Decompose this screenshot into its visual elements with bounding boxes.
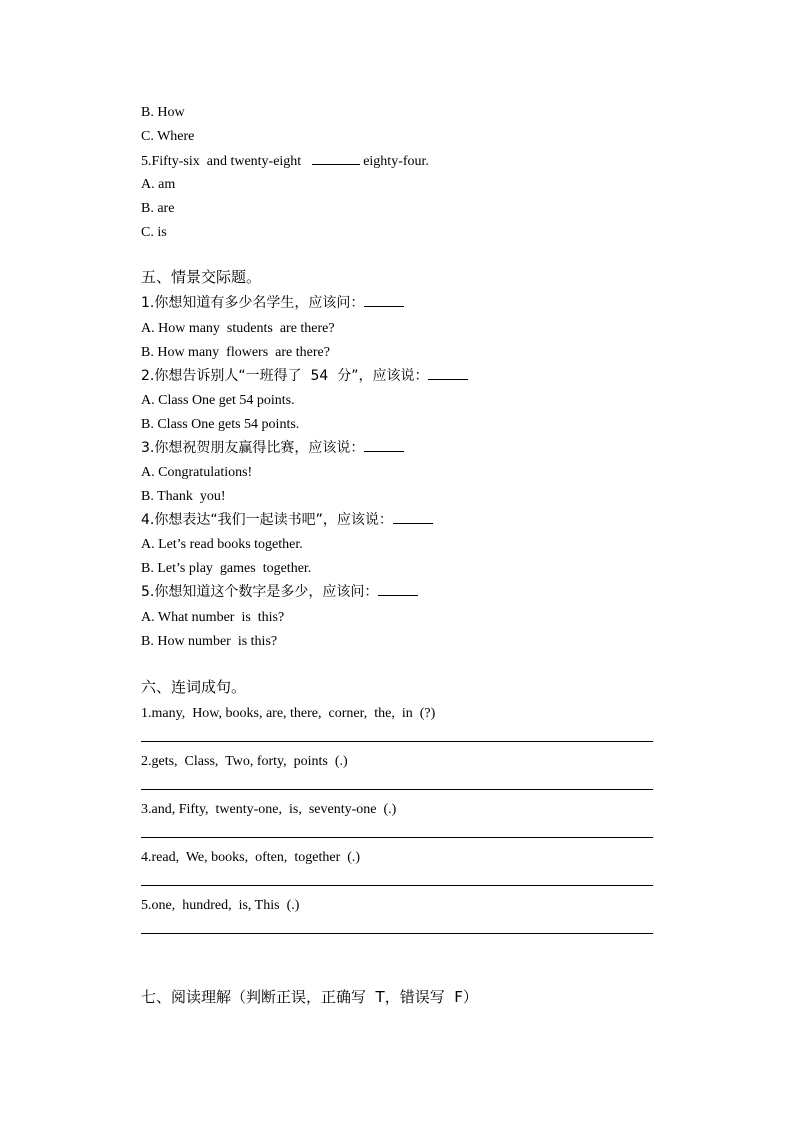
question-stem-text: 2.你想告诉别人“一班得了 54 分”，应该说： — [141, 368, 429, 384]
question-stem — [141, 439, 404, 457]
answer-blank[interactable] — [364, 439, 404, 452]
option-c: C. Where — [141, 129, 195, 144]
scrambled-words: 4.read, We, books, often, together (.) — [141, 850, 361, 865]
answer-line[interactable] — [141, 885, 653, 886]
answer-blank[interactable] — [312, 152, 360, 165]
question-stem-text: 3.你想祝贺朋友赢得比赛，应该说： — [141, 440, 365, 456]
scrambled-words: 5.one, hundred, is, This (.) — [141, 898, 300, 913]
option-a: A. How many students are there? — [141, 321, 335, 336]
option-c: C. is — [141, 225, 167, 240]
answer-blank[interactable] — [428, 367, 468, 380]
answer-blank[interactable] — [393, 511, 433, 524]
option-b: B. Thank you! — [141, 489, 226, 504]
question-stem — [141, 511, 433, 529]
option-a: A. am — [141, 177, 176, 192]
question-stem — [141, 294, 404, 312]
question-5 — [141, 152, 429, 171]
option-b: B. are — [141, 201, 175, 216]
question-stem-text: 1.你想知道有多少名学生，应该问： — [141, 295, 365, 311]
question-stem-text: 4.你想表达“我们一起读书吧”，应该说： — [141, 512, 393, 528]
question-5-stem-end: eighty-four. — [363, 154, 429, 169]
option-a: A. What number is this? — [141, 610, 285, 625]
option-a: A. Class One get 54 points. — [141, 393, 295, 408]
option-a: A. Congratulations! — [141, 465, 253, 480]
option-b: B. How many flowers are there? — [141, 345, 330, 360]
answer-line[interactable] — [141, 741, 653, 742]
scrambled-words: 3.and, Fifty, twenty-one, is, seventy-one (.) — [141, 802, 397, 817]
answer-line[interactable] — [141, 933, 653, 934]
question-stem-text: 5.你想知道这个数字是多少，应该问： — [141, 584, 379, 600]
section-heading: 七、阅读理解（判断正误，正确写 T，错误写 F） — [141, 988, 478, 1006]
scrambled-words: 2.gets, Class, Two, forty, points (.) — [141, 754, 348, 769]
answer-line[interactable] — [141, 837, 653, 838]
answer-blank[interactable] — [364, 294, 404, 307]
question-stem — [141, 583, 418, 601]
scrambled-words: 1.many, How, books, are, there, corner, the, in (?) — [141, 706, 436, 721]
option-b: B. Class One gets 54 points. — [141, 417, 300, 432]
section-heading: 六、连词成句。 — [141, 678, 247, 696]
section-heading: 五、情景交际题。 — [141, 268, 262, 286]
option-b: B. Let’s play games together. — [141, 561, 312, 576]
answer-line[interactable] — [141, 789, 653, 790]
answer-blank[interactable] — [378, 583, 418, 596]
option-b: B. How number is this? — [141, 634, 278, 649]
question-stem — [141, 367, 468, 385]
option-a: A. Let’s read books together. — [141, 537, 303, 552]
option-b: B. How — [141, 105, 185, 120]
question-5-stem-start: 5.Fifty-six and twenty-eight — [141, 154, 302, 169]
